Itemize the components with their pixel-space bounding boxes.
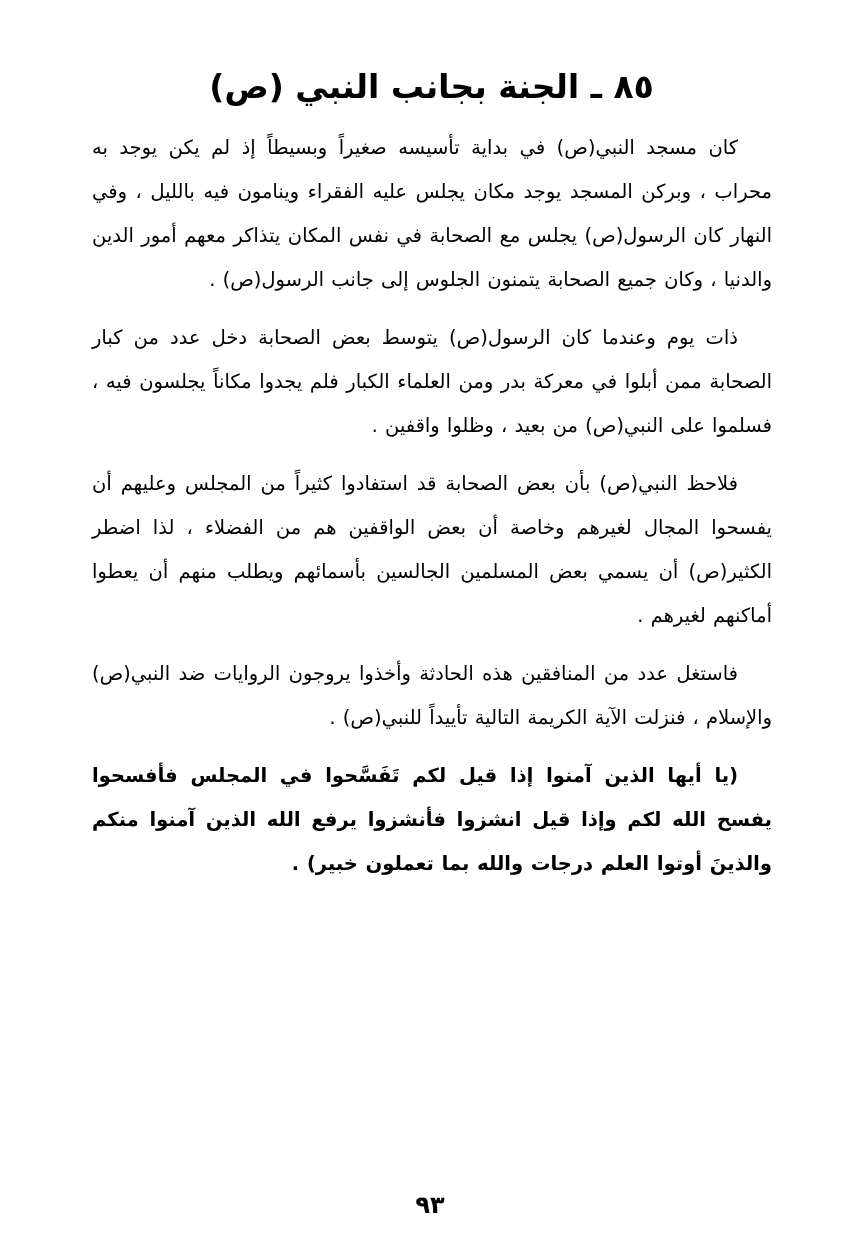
body-text [92, 126, 772, 886]
chapter-title: ٨٥ ـ الجنة بجانب النبي (ص) [209, 67, 654, 106]
page-number: ٩٣ [415, 1191, 445, 1219]
paragraph-prophet-request: فلاحظ النبي(ص) بأن بعض الصحابة قد استفادوا كثيراً من المجلس وعليهم أن يفسحوا المجال لغيرهم وخاصة أن بعض الواقفين هم من الفضلاء ، لذا اضطر الكثير(ص) أن يسمي بعض المسلمين الجالسين بأسمائهم ويطلب منهم أن يعطوا أماكنهم لغيرهم . [92, 472, 772, 627]
quran-verse: (يا أيها الذين آمنوا إذا قيل لكم تَفَسَّحوا في المجلس فأفسحوا يفسح الله لكم وإذا قيل انشزوا فأنشزوا يرفع الله الذين آمنوا منكم والذينَ أوتوا العلم درجات والله بما تعملون خبير) . [92, 764, 772, 875]
paragraph-event: ذات يوم وعندما كان الرسول(ص) يتوسط بعض الصحابة دخل عدد من كبار الصحابة ممن أبلوا في معركة بدر ومن العلماء الكبار فلم يجدوا مكاناً يجلسون فيه ، فسلموا على النبي(ص) من بعيد ، وظلوا واقفين . [92, 326, 772, 437]
paragraph-hypocrites: فاستغل عدد من المنافقين هذه الحادثة وأخذوا يروجون الروايات ضد النبي(ص) والإسلام ، فنزلت الآية الكريمة التالية تأييداً للنبي(ص) . [92, 662, 772, 729]
paragraph-intro: كان مسجد النبي(ص) في بداية تأسيسه صغيراً وبسيطاً إذ لم يكن يوجد به محراب ، وبركن المسجد يوجد مكان يجلس عليه الفقراء وينامون فيه بالليل ، وفي النهار كان الرسول(ص) يجلس مع الصحابة في نفس المكان يتذاكر معهم أمور الدين والدنيا ، وكان جميع الصحابة يتمنون الجلوس إلى جانب الرسول(ص) . [92, 136, 772, 291]
